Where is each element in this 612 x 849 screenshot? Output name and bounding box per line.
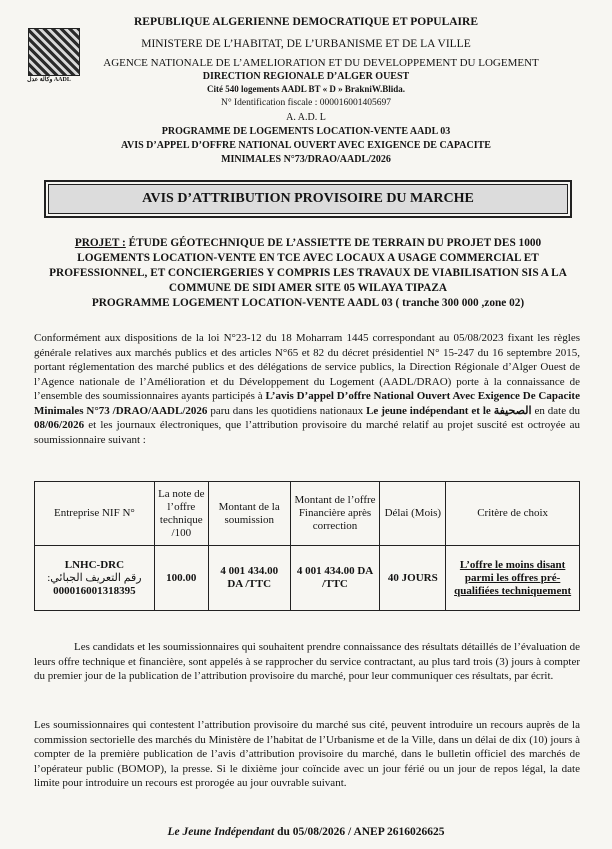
header-montant: Montant de la soumission xyxy=(208,482,290,546)
intro-text-3: en date du xyxy=(531,404,581,417)
header-ministry: MINISTERE DE L’HABITAT, DE L’URBANISME ET DE LA VILLE xyxy=(141,38,471,50)
intro-newspaper-arabic: الصحيفة xyxy=(493,404,532,417)
company-nif: 000016001318395 xyxy=(53,584,136,597)
header-direction: DIRECTION REGIONALE D’ALGER OUEST xyxy=(202,71,410,82)
projet-programme: PROGRAMME LOGEMENT LOCATION-VENTE AADL 03 ( tranche 300 000 ,zone 02) xyxy=(91,297,525,309)
table-header-row xyxy=(35,482,580,546)
page-title: AVIS D’ATTRIBUTION PROVISOIRE DU MARCHE xyxy=(48,184,568,214)
intro-text-2: paru dans les quotidiens nationaux xyxy=(207,404,367,417)
header-address: Cité 540 logements AADL BT « D » BrakniW.Blida. xyxy=(206,84,406,94)
header-agency: AGENCE NATIONALE DE L’AMELIORATION ET DU DEVELOPPEMENT DU LOGEMENT xyxy=(103,57,539,69)
projet-text: ÉTUDE GÉOTECHNIQUE DE L’ASSIETTE DE TERRAIN DU PROJET DES 1000 LOGEMENTS LOCATION-VENTE EN TCE AVEC LOCAUX A USAGE COMMERCIAL ET PROFESSIONNEL, ET CONCIERGERIES Y COMPRIS LES TRAVAUX DE VIABILISATION SIS A LA COMMUNE DE SIDI AMER SITE 05 WILAYA TIPAZA xyxy=(49,237,567,294)
header-montant-corrige: Montant de l’offre Financière après correction xyxy=(290,482,380,546)
recours-paragraph: Les soumissionnaires qui contestent l’attribution provisoire du marché sus cité, peuvent introduire un recours auprès de la commission sectorielle des marchés du Ministère de l’habitat de l’Urbanisme et de la Ville, dans un délai de dix (10) jours à compter de la première publication de l’avis d’attribution provisoire du marché, dans le bulletin officiel des marchés de l’opérateur public (BOMOP), la presse. Si le dixième jour coïncide avec un jour férié ou un jour de repos légal, la date limite pour introduire un recours est prorogée au jour ouvrable suivant. xyxy=(34,719,580,789)
intro-text-1: Conformément aux dispositions de la loi N°23-12 du 18 Moharram 1445 correspondant au 05/08/2023 fixant les règles générale relatives aux marchés publics et des articles N°65 et 82 du décret présidentiel N° 15-247 du 16 septembre 2015, portant réglementation des marché publics et des délégations de service publics, la Direction Régionale d’Alger Ouest de l’Agence nationale de l’Amélioration et du Développement du Logement (AADL/DRAO) porte à la connaissance de l’ensemble des soumissionnaires ayants participés à xyxy=(34,332,580,402)
company-name: LNHC-DRC xyxy=(64,558,125,571)
cell-note: 100.00 xyxy=(154,546,208,611)
header-critere: Critère de choix xyxy=(446,482,580,546)
attribution-table xyxy=(34,481,580,611)
header-aadl: A. A.D. L xyxy=(286,112,326,123)
header-fiscal-id: N° Identification fiscale : 000016001405697 xyxy=(220,98,391,108)
cell-montant-corrige: 4 001 434.00 DA /TTC xyxy=(290,546,380,611)
table-row xyxy=(35,546,580,611)
intro-avis-ref: L’avis D’appel D’offre National Ouvert Avec Exigence De Capacite Minimales N°73 /DRAO/AADL/2026 xyxy=(34,390,580,417)
header-entreprise: Entreprise NIF N° xyxy=(35,482,155,546)
projet-block xyxy=(44,236,572,311)
intro-newspapers: Le jeune indépendant et le xyxy=(366,404,494,417)
cell-critere: L’offre le moins disant parmi les offres pré-qualifiées techniquement xyxy=(446,546,580,611)
intro-text-4: et les journaux électroniques, que l’attribution provisoire du marché relatif au projet suscité est octroyée au soumissionnaire suivant : xyxy=(34,419,580,446)
cell-delai: 40 JOURS xyxy=(380,546,446,611)
header-programme: PROGRAMME DE LOGEMENTS LOCATION-VENTE AADL 03 xyxy=(161,126,451,137)
header-delai: Délai (Mois) xyxy=(380,482,446,546)
results-paragraph: Les candidats et les soumissionnaires qui souhaitent prendre connaissance des résultats détaillés de l’évaluation de leurs offre technique et financière, sont appelés à se rapprocher du service contractant, au plus tard trois (3) jours à compter du premier jour de la publication de l’attribution provisoire du marché, pour leur communiquer ces résultats, par écrit. xyxy=(34,641,580,682)
logo-text: وكالة عدل AADL xyxy=(27,77,71,83)
footer-reference: du 05/08/2026 / ANEP 2616026625 xyxy=(274,826,445,838)
intro-paragraph xyxy=(34,331,580,447)
header-republic: REPUBLIQUE ALGERIENNE DEMOCRATIQUE ET POPULAIRE xyxy=(134,16,478,28)
publication-footer xyxy=(0,826,612,838)
title-box xyxy=(44,180,572,218)
cell-montant: 4 001 434.00 DA /TTC xyxy=(208,546,290,611)
projet-label: PROJET : xyxy=(74,237,126,249)
header-avis-number: MINIMALES N°73/DRAO/AADL/2026 xyxy=(221,154,391,165)
company-nif-label-arabic: رقم التعريف الجبائي: xyxy=(47,571,142,584)
footer-newspaper: Le Jeune Indépendant xyxy=(167,826,275,838)
intro-date: 08/06/2026 xyxy=(34,419,85,431)
header-avis: AVIS D’APPEL D’OFFRE NATIONAL OUVERT AVEC EXIGENCE DE CAPACITE xyxy=(121,140,491,151)
header-note: La note de l’offre technique /100 xyxy=(154,482,208,546)
cell-company xyxy=(35,546,155,611)
